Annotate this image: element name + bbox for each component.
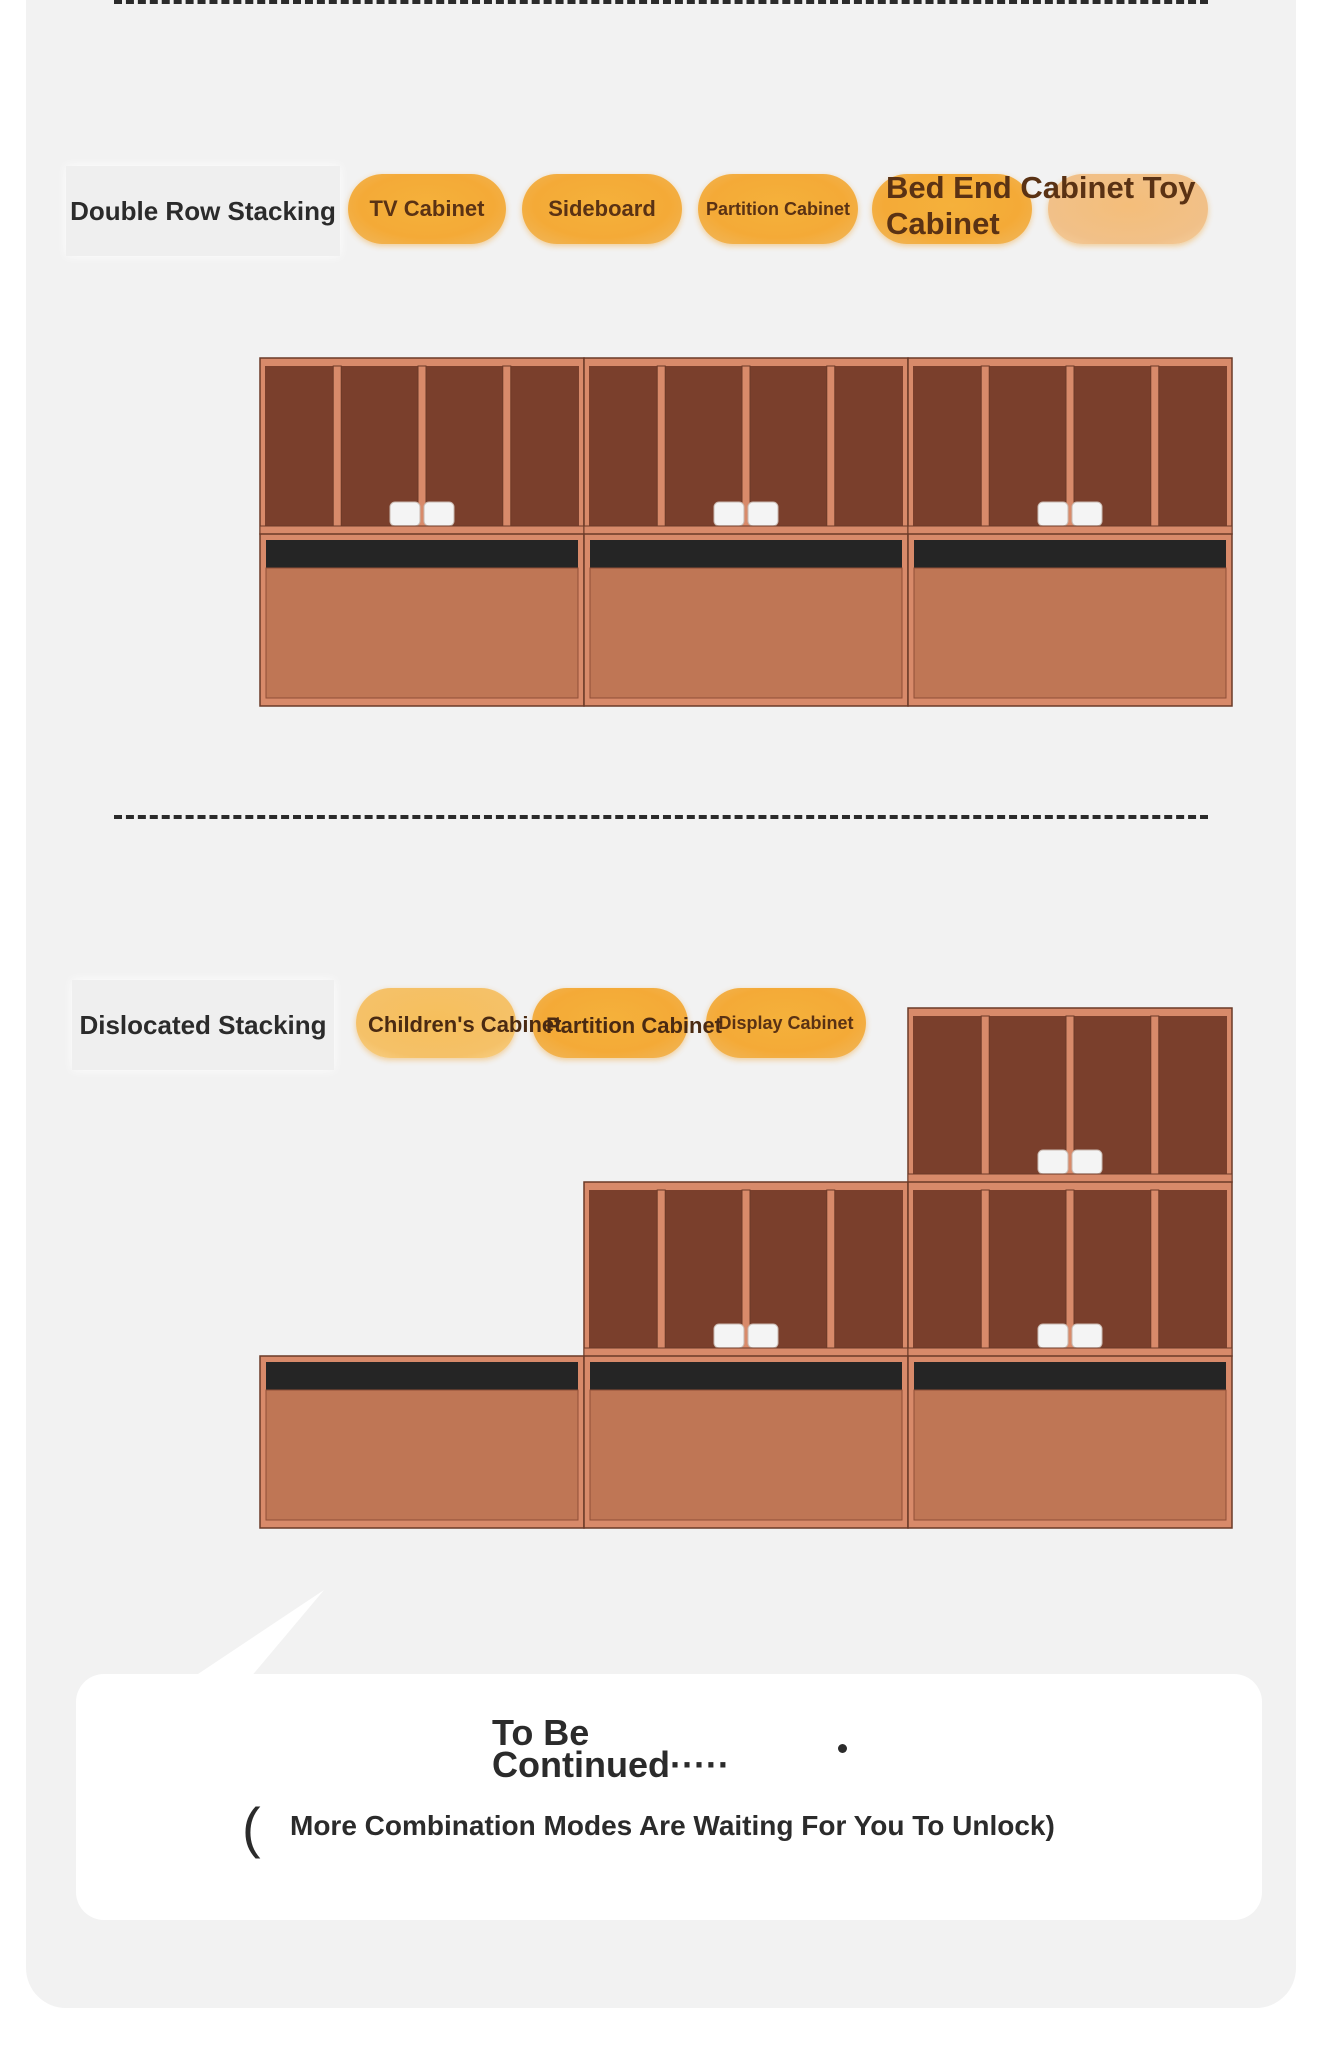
open-parenthesis: ( xyxy=(242,1796,261,1859)
handle-right xyxy=(1072,1150,1102,1174)
shelf-divider xyxy=(981,1190,989,1348)
tag-sideboard[interactable]: Sideboard xyxy=(522,174,682,244)
shelf-bottom-trim xyxy=(908,1348,1232,1356)
shelf-divider xyxy=(981,1016,989,1174)
tag-partition-cabinet[interactable]: Partition Cabinet xyxy=(698,174,858,244)
drawer-front xyxy=(914,1390,1226,1520)
handle-right xyxy=(1072,1324,1102,1348)
dot-mark xyxy=(838,1744,847,1753)
drawer-front xyxy=(266,1390,578,1520)
to-be-continued-line2: Continued····· xyxy=(492,1744,730,1785)
shelf-divider xyxy=(1151,1016,1159,1174)
shelf-divider xyxy=(657,1190,665,1348)
tag-display-cabinet[interactable]: Display Cabinet xyxy=(706,988,866,1058)
shelf-divider xyxy=(1151,1190,1159,1348)
shelf-bottom-trim xyxy=(908,1174,1232,1182)
shelf-divider xyxy=(1066,1190,1074,1348)
unlock-message: More Combination Modes Are Waiting For You To Unlock) xyxy=(290,1810,1055,1841)
section-label-double-row: Double Row Stacking xyxy=(66,166,340,256)
tag-childrens-cabinet-text: Children's Cabinet xyxy=(368,1012,562,1037)
handle-left xyxy=(714,1324,744,1348)
drawer-strip xyxy=(590,1362,902,1390)
shelf-divider xyxy=(827,1190,835,1348)
to-be-continued-text xyxy=(492,1712,730,1785)
drawer-front xyxy=(590,1390,902,1520)
tag-bed-end-toy-cabinet-text: Bed End Cabinet Toy Cabinet xyxy=(886,170,1196,241)
tag-tv-cabinet[interactable]: TV Cabinet xyxy=(348,174,506,244)
handle-right xyxy=(748,1324,778,1348)
tag-partition-cabinet-2-text: Partition Cabinet xyxy=(546,1013,723,1038)
speech-bubble-tail xyxy=(190,1588,330,1688)
shelf-bottom-trim xyxy=(584,1348,908,1356)
drawer-strip xyxy=(914,1362,1226,1390)
to-be-continued-line1: To Be xyxy=(492,1712,590,1753)
drawer-strip xyxy=(266,1362,578,1390)
handle-left xyxy=(1038,1324,1068,1348)
shelf-divider xyxy=(742,1190,750,1348)
handle-left xyxy=(1038,1150,1068,1174)
section-label-dislocated: Dislocated Stacking xyxy=(72,980,334,1070)
shelf-divider xyxy=(1066,1016,1074,1174)
